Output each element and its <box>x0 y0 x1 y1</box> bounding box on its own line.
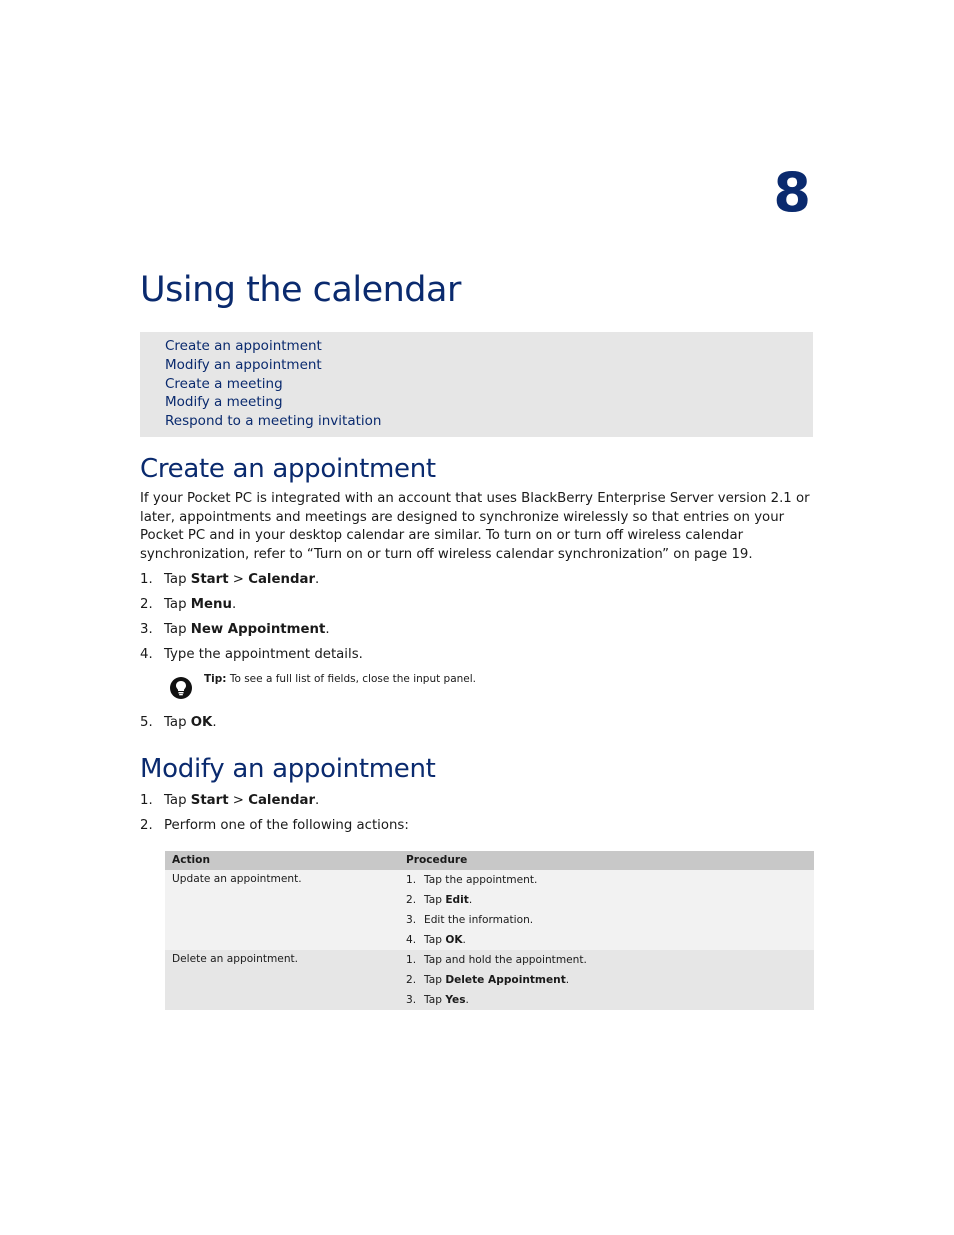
step-text: > <box>228 572 249 587</box>
toc-link-modify-appointment[interactable]: Modify an appointment <box>165 356 322 373</box>
procedure-step <box>406 990 807 1010</box>
chapter-toc <box>140 332 813 437</box>
step-item <box>140 714 217 732</box>
step-text: Tap <box>164 597 191 612</box>
procedure-step-number: 2. <box>406 894 417 906</box>
toc-item <box>165 393 813 412</box>
step-text: Tap <box>164 715 191 730</box>
chapter-number: 8 <box>773 161 811 224</box>
chapter-title: Using the calendar <box>140 270 461 310</box>
step-bold: OK <box>190 715 213 730</box>
toc-item <box>165 337 813 356</box>
procedure-step-bold: Edit <box>445 894 469 906</box>
step-number: 1. <box>140 572 153 587</box>
step-bold: Start <box>190 793 229 808</box>
tip-note <box>204 673 476 685</box>
procedure-step <box>406 890 807 910</box>
step-bold: Menu <box>190 597 232 612</box>
procedure-step-text: . <box>465 994 469 1006</box>
section-heading-modify-appointment: Modify an appointment <box>140 754 436 784</box>
procedure-step-bold: Delete Appointment <box>445 974 566 986</box>
procedure-step-number: 1. <box>406 874 417 886</box>
step-text: > <box>228 793 249 808</box>
step-bold: New Appointment <box>190 622 326 637</box>
action-cell: Update an appointment. <box>165 870 399 950</box>
step-text: Tap <box>164 793 191 808</box>
toc-item <box>165 412 813 431</box>
table-row <box>165 950 814 1010</box>
tip-label: Tip: <box>204 673 227 685</box>
procedure-step-bold: OK <box>445 934 463 946</box>
procedure-step-number: 1. <box>406 954 417 966</box>
step-text: Tap <box>164 622 191 637</box>
step-text: . <box>315 572 320 587</box>
toc-item <box>165 375 813 394</box>
step-number: 1. <box>140 793 153 808</box>
step-item <box>140 571 319 589</box>
procedure-step-number: 3. <box>406 994 417 1006</box>
procedure-step <box>406 950 807 970</box>
step-number: 2. <box>140 818 153 833</box>
tip-lightbulb-icon <box>170 677 192 699</box>
step-bold: Calendar <box>248 572 316 587</box>
step-text: . <box>325 622 330 637</box>
step-text: . <box>315 793 320 808</box>
step-text: Tap <box>164 572 191 587</box>
procedure-step-number: 4. <box>406 934 417 946</box>
step-number: 4. <box>140 647 153 662</box>
section-heading-create-appointment: Create an appointment <box>140 454 436 484</box>
procedure-cell <box>399 870 814 950</box>
procedure-step-text: Tap <box>424 994 446 1006</box>
step-bold: Start <box>190 572 229 587</box>
step-number: 5. <box>140 715 153 730</box>
step-item <box>140 646 363 664</box>
procedure-step <box>406 910 807 930</box>
procedure-step-text: Tap <box>424 894 446 906</box>
action-cell: Delete an appointment. <box>165 950 399 1010</box>
step-text: . <box>212 715 217 730</box>
toc-link-create-appointment[interactable]: Create an appointment <box>165 338 322 354</box>
step-text: Type the appointment details. <box>164 647 363 662</box>
step-number: 2. <box>140 597 153 612</box>
procedure-step <box>406 970 807 990</box>
column-header-procedure: Procedure <box>399 851 814 870</box>
step-number: 3. <box>140 622 153 637</box>
procedure-step-text: Tap and hold the appointment. <box>424 954 587 966</box>
procedure-step-text: . <box>462 934 466 946</box>
procedure-cell <box>399 950 814 1010</box>
toc-item <box>165 356 813 375</box>
procedure-step-bold: Yes <box>445 994 466 1006</box>
procedure-step-text: Edit the information. <box>424 914 534 926</box>
intro-paragraph: If your Pocket PC is integrated with an account that uses BlackBerry Enterprise Server version 2.1 or later, appointments and meetings are designed to synchronize wirelessly so that entries on your Pocket PC and in your desktop calendar are similar. To turn on or turn off wireless calendar synchronization, refer to “Turn on or turn off wireless calendar synchronization” on page 19. <box>140 491 810 562</box>
step-item <box>140 792 319 810</box>
procedure-step-text: . <box>468 894 473 906</box>
table-row <box>165 870 814 950</box>
procedure-step <box>406 930 807 950</box>
step-item <box>140 596 236 614</box>
procedure-table <box>165 851 814 1010</box>
procedure-step-text: . <box>565 974 570 986</box>
step-item <box>140 817 409 835</box>
step-text: Perform one of the following actions: <box>164 818 409 833</box>
tip-body: To see a full list of fields, close the input panel. <box>226 673 477 685</box>
table-header-row <box>165 851 814 870</box>
toc-link-respond-invitation[interactable]: Respond to a meeting invitation <box>165 413 382 430</box>
step-text: . <box>231 597 237 612</box>
toc-link-modify-meeting[interactable]: Modify a meeting <box>165 394 283 411</box>
procedure-step-number: 3. <box>406 914 417 926</box>
procedure-step-text: Tap the appointment. <box>424 874 538 886</box>
procedure-step-number: 2. <box>406 974 417 986</box>
step-item <box>140 621 330 639</box>
procedure-step <box>406 870 807 890</box>
column-header-action: Action <box>165 851 399 870</box>
step-bold: Calendar <box>248 793 316 808</box>
procedure-step-text: Tap <box>424 974 446 986</box>
toc-link-create-meeting[interactable]: Create a meeting <box>165 375 283 392</box>
procedure-step-text: Tap <box>424 934 446 946</box>
